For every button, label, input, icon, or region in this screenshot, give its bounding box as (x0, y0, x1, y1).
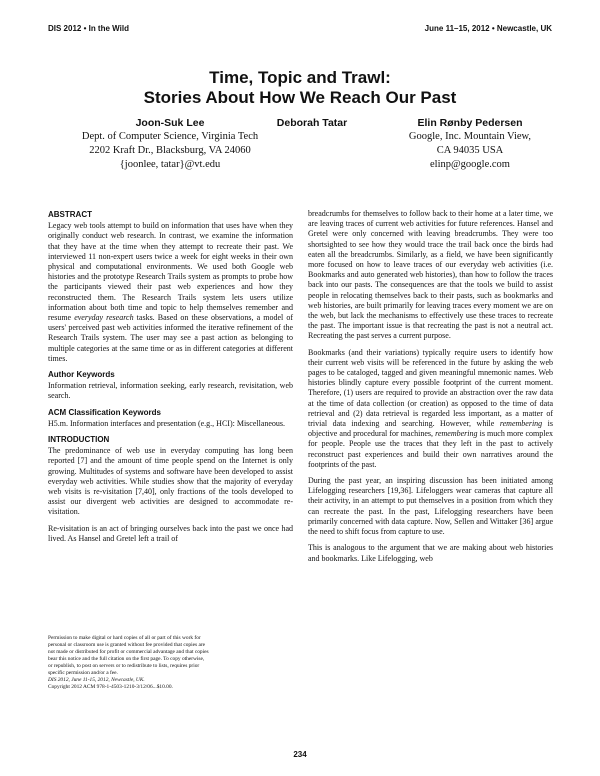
right-column (308, 209, 553, 570)
body-paragraph-3: During the past year, an inspiring discussion has been initiated among Lifelogging researchers [19,36]. Lifeloggers wear cameras that capture all their activity, in an attempt to put themselves in a position from which they can recreate the past. In the past, Lifelogging researchers have been primarily concerned with data capture. Now, Sellen and Wittaker [36] argue the need to shift focus from capture to use. (308, 476, 553, 537)
abstract-text: Legacy web tools attempt to build on information that uses have when they originally conduct web research. In contrast, we examine the information that they have at the time when they attempt to recreate their past. We interviewed 11 non-expert users twice a week for eight weeks in their own physical and computational environments. We used both Google web histories and the prototype Research Trails system as prompts to probe how the participants viewed their past web experiences and how they reconstructed them. The Research Trails system lets users utilize information about both time and topic to help themselves remember and resume everyday research tasks. Based on these observations, a model of users' perceived past web activities informed the iterative refinement of the Research Trails system. The user may see a past action as belonging to multiple categories at the same time or as in different categories at different times. (48, 221, 294, 363)
permission-notice: Permission to make digital or hard copies of all or part of this work for personal or classroom use is granted without fee provided that copies are not made or distributed for profit or commercial advantage and that copies bear this notice and the full citation on the first page. To copy otherwise, or republish, to post on servers or to redistribute to lists, requires prior specific permission and/or a fee. DIS 2012, June 11-15, 2012, Newcastle, UK. Copyright 2012 ACM 978-1-4503-1210-3/12/06...$10.00. (48, 635, 293, 691)
author-keywords-section (48, 370, 293, 402)
author-keywords-text: Information retrieval, information seeking, early research, revisitation, web search. (48, 381, 293, 401)
author-address: 2202 Kraft Dr., Blacksburg, VA 24060 (89, 145, 251, 156)
author-block-2 (252, 116, 372, 130)
author-address: CA 94035 USA (436, 145, 504, 156)
author-name: Deborah Tatar (276, 117, 348, 129)
author-email: {joonlee, tatar}@vt.edu (119, 159, 221, 170)
body-paragraph-2: Bookmarks (and their variations) typically require users to identify how their current web visits will be referenced in the future by asking the web pages to be cataloged, tagged and given meaningful mnemonic names. Web histories blindly capture every possible footprint of the current moment. Therefore, (1) users are required to provide an abstraction over the raw data at the time of data collection (or creation) as opposed to the time of data retrieval and (2) data retrieval is regarded less important, as a matter of trivial data indexing and searching. However, while remembering is objective and procedural for machines, remembering is much more complex for people. People use the traces that they left in the past to actively reconstruct past experiences and build their own narratives around the footprints of the past. (308, 347, 554, 469)
author-affiliation: Dept. of Computer Science, Virginia Tech (81, 131, 259, 142)
author-name: Joon-Suk Lee (135, 117, 205, 129)
introduction-heading: INTRODUCTION (48, 435, 110, 445)
running-head-right: June 11–15, 2012 • Newcastle, UK (424, 24, 552, 33)
body-paragraph-4: This is analogous to the argument that we are making about web histories and bookmarks. Like Lifelogging, web (308, 543, 553, 563)
conference-line: DIS 2012, June 11-15, 2012, Newcastle, UK. (48, 677, 145, 683)
introduction-paragraph-1: The predominance of web use in everyday computing has long been reported [7] and the amount of time people spend on the Internet is only growing. Multitudes of systems and software have been developed to assist everyday web activities. While studies show that the majority of everyday web visits is re-visitation [7,40], only fractions of the tools developed to assist our divergent web activities are designed to accommodate re-visitation. (48, 446, 293, 517)
running-head-left: DIS 2012 • In the Wild (48, 24, 129, 33)
introduction-section (48, 435, 293, 544)
author-name: Elin Rønby Pedersen (417, 117, 523, 129)
acm-classification-text: H5.m. Information interfaces and presentation (e.g., HCI): Miscellaneous. (48, 418, 286, 428)
page-number: 234 (293, 750, 307, 759)
author-block-3 (360, 116, 580, 172)
abstract-heading: ABSTRACT (48, 210, 92, 219)
acm-classification-heading: ACM Classification Keywords (48, 407, 161, 417)
acm-classification-section (48, 408, 293, 429)
abstract-section (48, 210, 293, 364)
copyright-line: Copyright 2012 ACM 978-1-4503-1210-3/12/06...$10.00. (48, 684, 173, 690)
left-column (48, 210, 293, 550)
paper-title (0, 68, 600, 108)
author-email: elinp@google.com (430, 159, 510, 170)
author-keywords-heading: Author Keywords (48, 370, 115, 380)
title-line-2: Stories About How We Reach Our Past (143, 88, 457, 107)
body-paragraph-1: breadcrumbs for themselves to follow back to their home at a later time, we are leaving traces of current web activities for future references. Hansel and Gretel were only concerned with leaving breadcrumbs. They were too shortsighted to see how they would trace the trail back once the birds had eaten all the breadcrumbs. Similarly, as a field, we have been significantly more focused on how to leave traces of our everyday web activities (i.e. Bookmarks and auto generated web histories), than how to follow the traces back into our pasts. The consequences are that the tools we build to assist people in relocating themselves back to their pasts, such as bookmarks and web histories, are built primarily for leaving traces every moment we are on the web, but lack the mechanisms to effectively use these traces to recreate the past. The important issue is that recreating the past is not a neutral act. Recreating the past serves a current purpose. (308, 209, 553, 341)
title-line-1: Time, Topic and Trawl: (209, 68, 391, 87)
introduction-paragraph-2: Re-visitation is an act of bringing ourselves back into the past we once had lived. As Hansel and Gretel left a trail of (48, 523, 293, 543)
author-affiliation: Google, Inc. Mountain View, (408, 131, 532, 142)
